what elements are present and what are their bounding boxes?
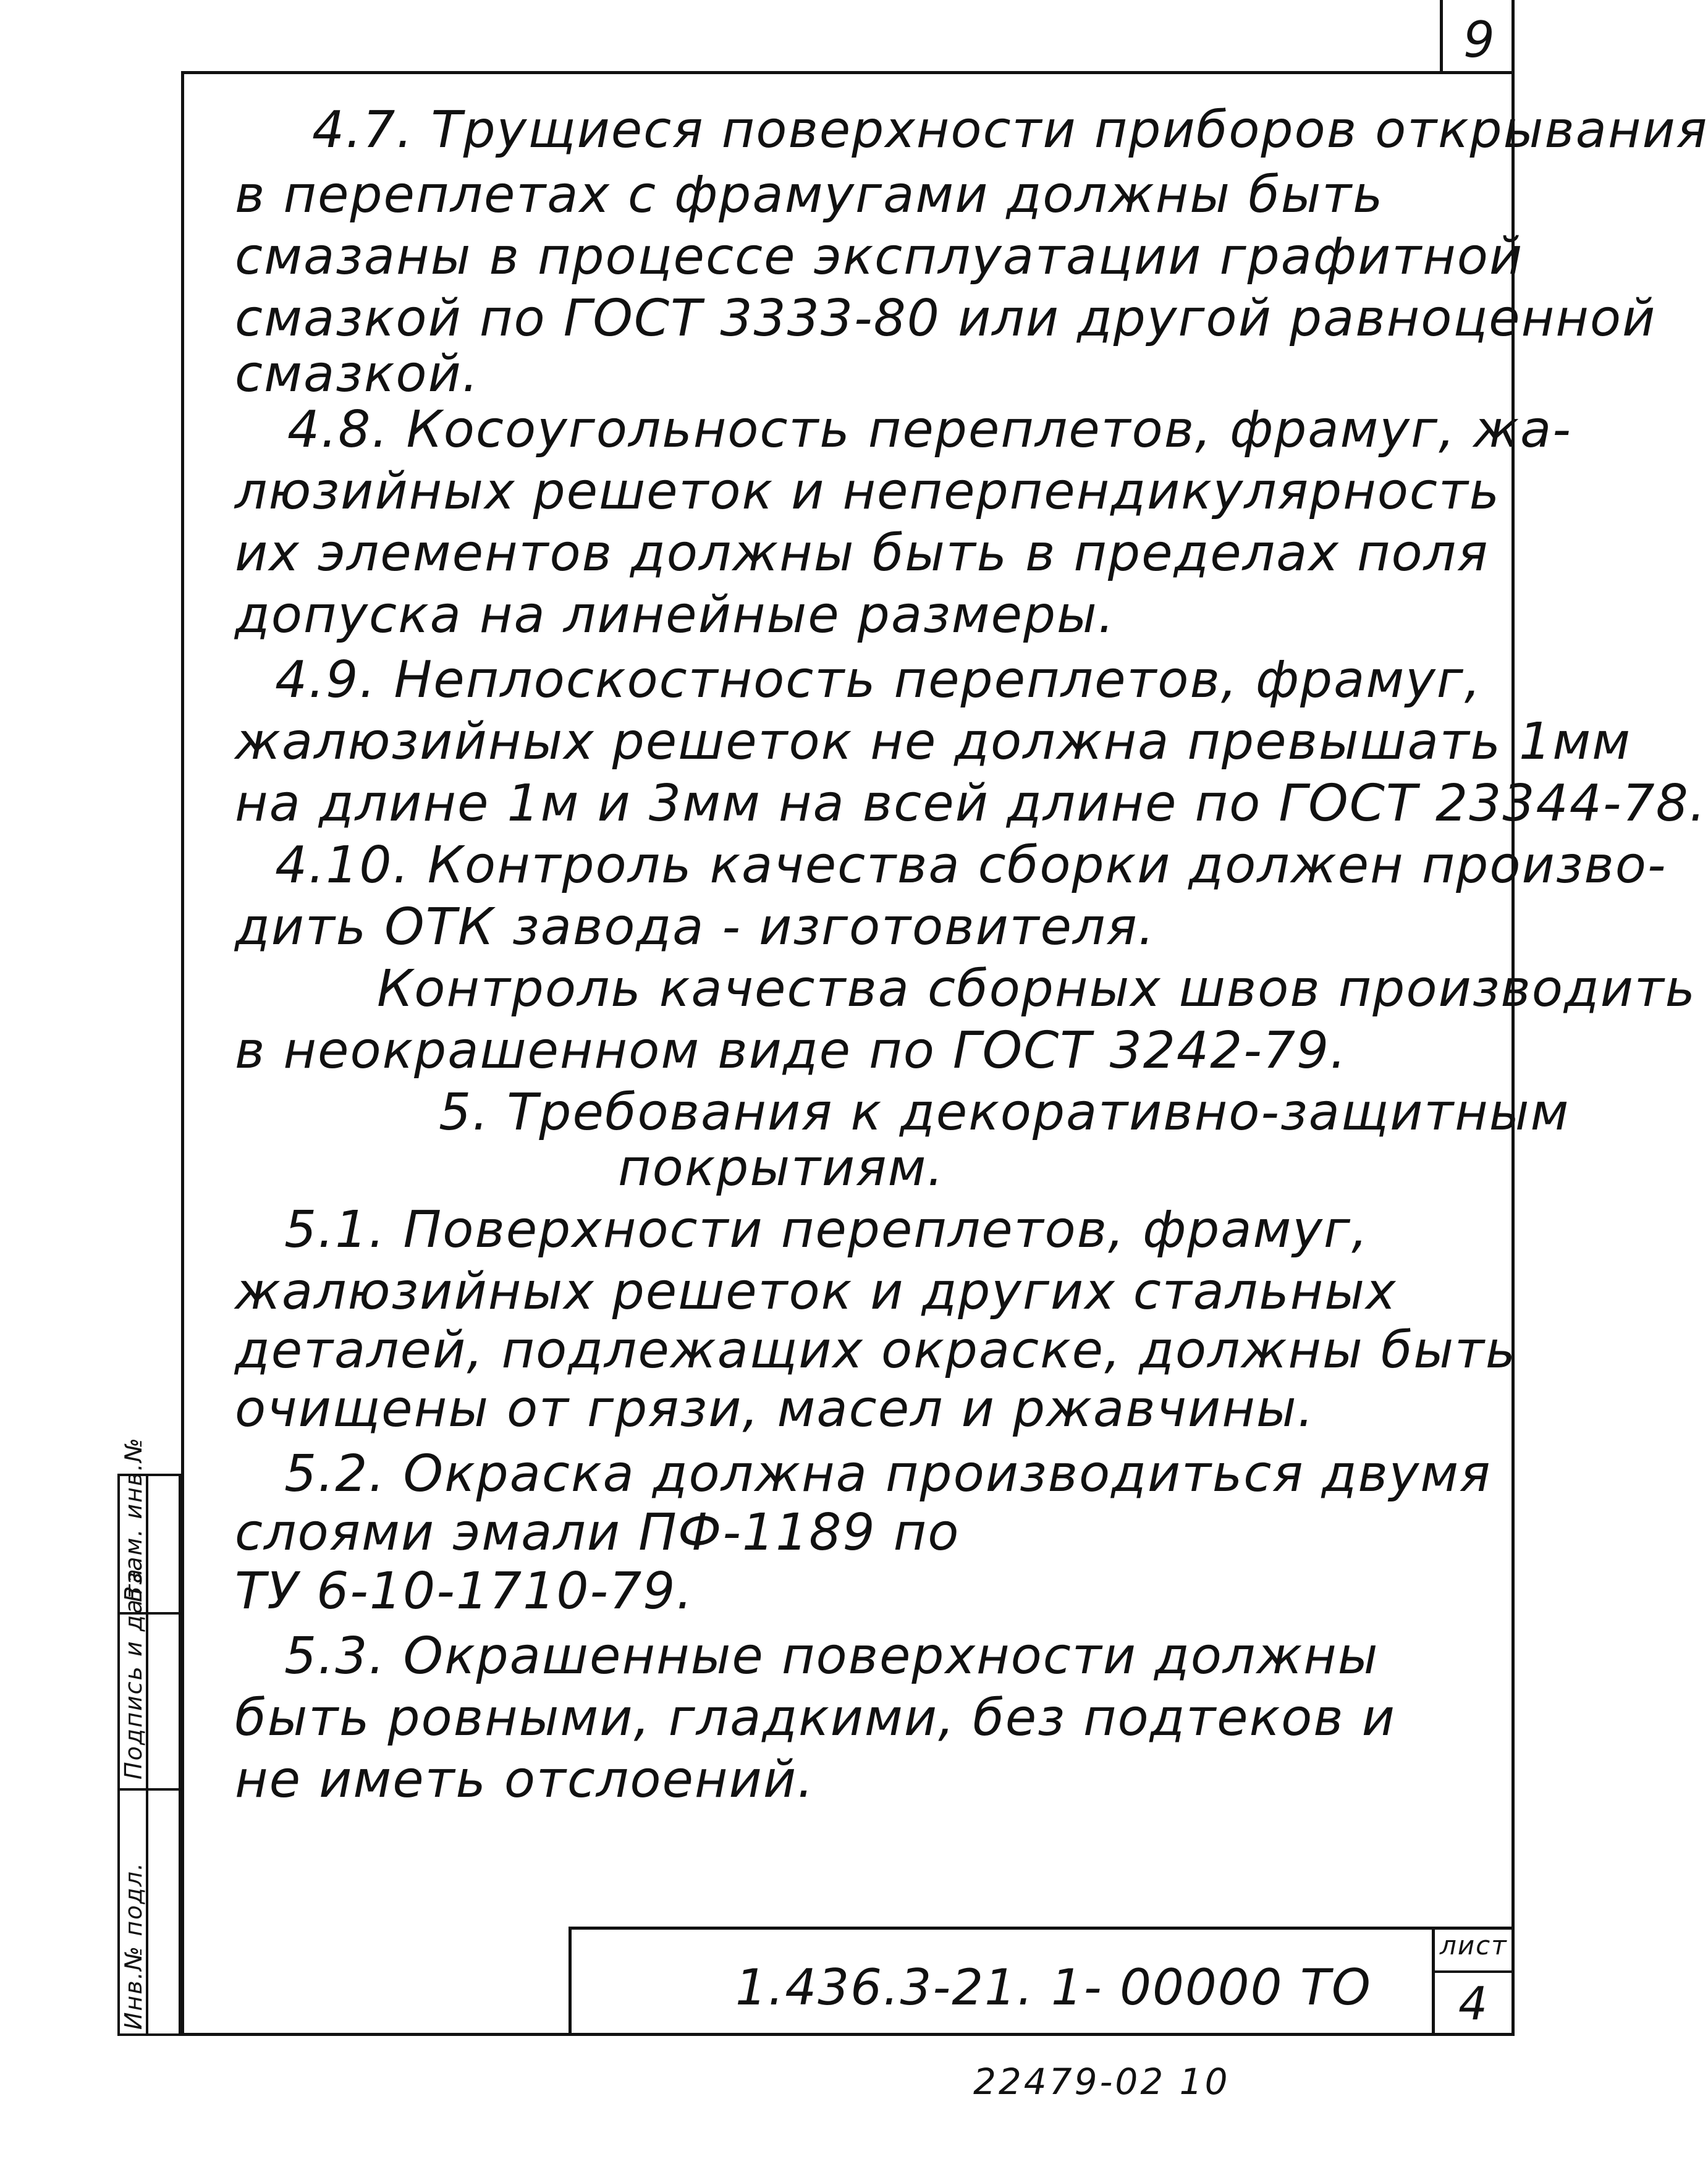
text-line: покрытиям. (618, 1139, 945, 1197)
replaced-inv-label: Взам. инв.№ (120, 1437, 147, 1602)
text-line: в неокрашенном виде по ГОСТ 3242-79. (235, 1021, 1348, 1080)
text-line: на длине 1м и 3мм на всей длине по ГОСТ 23344-78. (235, 774, 1707, 833)
inv-original-label: Инв.№ подл. (120, 1861, 147, 2030)
text-line: дить ОТК завода - изготовителя. (235, 898, 1156, 956)
text-line: 5. Требования к декоративно-защитным (439, 1083, 1570, 1142)
text-line: жалюзийных решеток не должна превышать 1мм (235, 712, 1631, 771)
text-line: быть ровными, гладкими, без подтеков и (235, 1689, 1396, 1747)
text-line: очищены от грязи, масел и ржавчины. (235, 1380, 1315, 1438)
archive-number: 22479-02 10 (973, 2061, 1230, 2103)
side-stamp-value-column (146, 1474, 181, 2036)
text-line: смазкой по ГОСТ 3333-80 или другой равноценной (235, 289, 1657, 348)
text-line: Контроль качества сборных швов производить (377, 960, 1697, 1018)
text-line: 4.10. Контроль качества сборки должен произво- (275, 836, 1667, 895)
text-line: смазаны в процессе эксплуатации графитной (235, 227, 1524, 286)
title-block-divider (1432, 1930, 1435, 2033)
sheet-number: 4 (1458, 1977, 1489, 2030)
text-line: ТУ 6-10-1710-79. (235, 1562, 694, 1621)
text-line: не иметь отслоений. (235, 1750, 815, 1809)
text-line: 4.7. Трущиеся поверхности приборов открывания (312, 101, 1708, 159)
title-block-hline (1432, 1970, 1511, 1973)
side-stamp-divider (148, 1612, 179, 1615)
text-line: допуска на линейные размеры. (235, 586, 1115, 644)
document-code: 1.436.3-21. 1- 00000 ТО (735, 1959, 1372, 2016)
sheet-label: лист (1440, 1930, 1508, 1961)
text-line: люзийных решеток и неперпендикулярность (235, 462, 1501, 521)
side-stamp-divider (148, 1788, 179, 1791)
text-line: 5.1. Поверхности переплетов, фрамуг, (284, 1201, 1369, 1259)
text-line: в переплетах с фрамугами должны быть (235, 166, 1384, 224)
text-line: 4.9. Неплоскостность переплетов, фрамуг, (275, 651, 1482, 709)
text-line: смазкой. (235, 345, 480, 403)
side-stamp-divider (120, 1788, 146, 1791)
top-sheet-number: 9 (1463, 11, 1496, 69)
side-stamp (117, 1437, 181, 2036)
text-line: жалюзийных решеток и других стальных (235, 1262, 1397, 1321)
text-line: слоями эмали ПФ-1189 по (235, 1503, 960, 1562)
text-line: деталей, подлежащих окраске, должны быть (235, 1321, 1517, 1380)
text-line: 4.8. Косоугольность переплетов, фрамуг, жа- (287, 400, 1572, 459)
text-line: их элементов должны быть в пределах поля (235, 524, 1489, 583)
text-line: 5.2. Окраска должна производиться двумя (284, 1445, 1492, 1503)
signature-date-label: Подпись и дата (120, 1568, 147, 1780)
text-line: 5.3. Окрашенные поверхности должны (284, 1627, 1379, 1686)
